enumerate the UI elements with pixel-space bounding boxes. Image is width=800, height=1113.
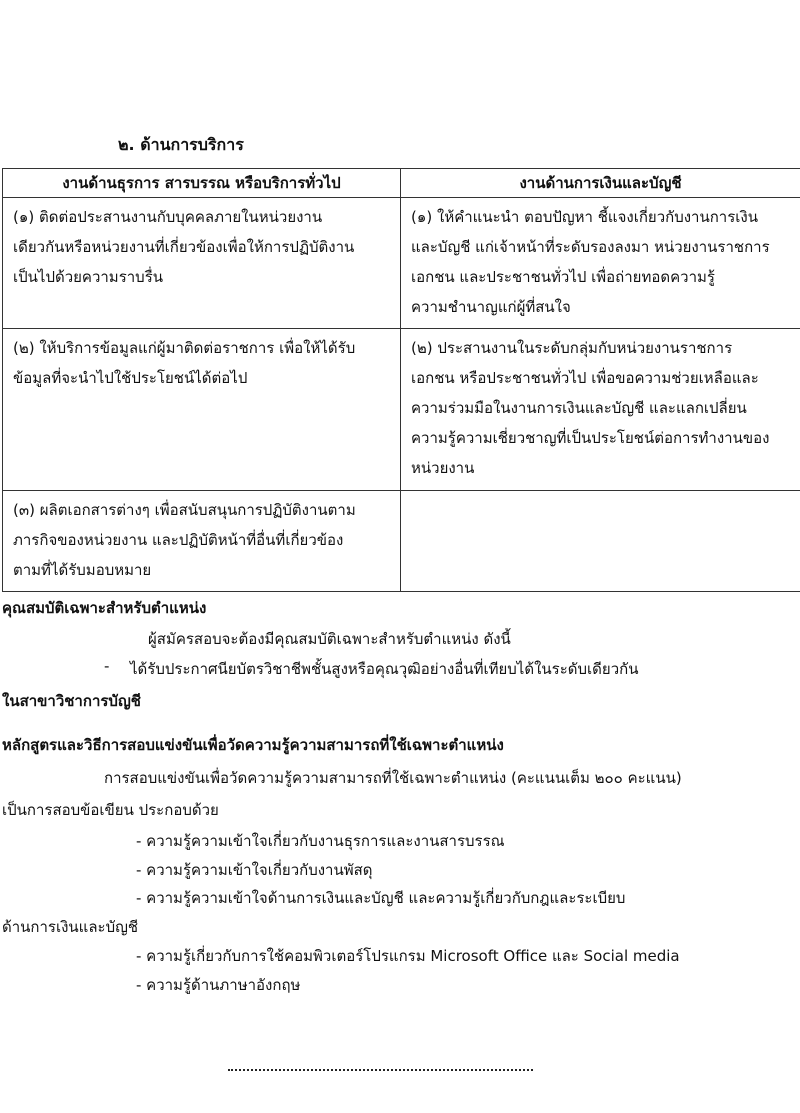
exam-item: - ความรู้ความเข้าใจเกี่ยวกับงานธุรการและงานสารบรรณ bbox=[136, 832, 505, 850]
table-header-row bbox=[3, 169, 800, 198]
cell-line: เอกชน และประชาชนทั่วไป เพื่อถ่ายทอดความรู้ bbox=[411, 268, 715, 286]
cell-line: เอกชน หรือประชาชนทั่วไป เพื่อขอความช่วยเหลือและ bbox=[411, 369, 759, 387]
exam-item-continuation: ด้านการเงินและบัญชี bbox=[2, 918, 139, 936]
cell-line: (๓) ผลิตเอกสารต่างๆ เพื่อสนับสนุนการปฏิบัติงานตาม bbox=[13, 501, 356, 519]
cell-line: (๑) ให้คำแนะนำ ตอบปัญหา ชี้แจงเกี่ยวกับงานการเงิน bbox=[411, 208, 758, 226]
cell-line: ความรู้ความเชี่ยวชาญที่เป็นประโยชน์ต่อการทำงานของ bbox=[411, 429, 770, 447]
cell-line: ตามที่ได้รับมอบหมาย bbox=[13, 561, 152, 579]
cell-line: ข้อมูลที่จะนำไปใช้ประโยชน์ได้ต่อไป bbox=[13, 369, 248, 387]
qualifications-intro: ผู้สมัครสอบจะต้องมีคุณสมบัติเฉพาะสำหรับตำแหน่ง ดังนี้ bbox=[148, 630, 511, 648]
cell-line: (๒) ให้บริการข้อมูลแก่ผู้มาติดต่อราชการ เพื่อให้ได้รับ bbox=[13, 339, 356, 357]
exam-item: - ความรู้เกี่ยวกับการใช้คอมพิวเตอร์โปรแกรม Microsoft Office และ Social media bbox=[136, 947, 680, 965]
qualifications-heading: คุณสมบัติเฉพาะสำหรับตำแหน่ง bbox=[2, 599, 207, 617]
cell-finance-1 bbox=[401, 198, 800, 329]
cell-admin-1 bbox=[3, 198, 401, 329]
cell-line: เดียวกันหรือหน่วยงานที่เกี่ยวข้องเพื่อให้การปฏิบัติงาน bbox=[13, 238, 355, 256]
cell-admin-3 bbox=[3, 491, 401, 592]
exam-line2: เป็นการสอบข้อเขียน ประกอบด้วย bbox=[2, 801, 219, 819]
header-admin: งานด้านธุรการ สารบรรณ หรือบริการทั่วไป bbox=[3, 169, 401, 198]
exam-line1: การสอบแข่งขันเพื่อวัดความรู้ความสามารถที่ใช้เฉพาะตำแหน่ง (คะแนนเต็ม ๒๐๐ คะแนน) bbox=[104, 769, 682, 787]
cell-finance-3-empty bbox=[401, 491, 800, 592]
exam-heading: หลักสูตรและวิธีการสอบแข่งขันเพื่อวัดความรู้ความสามารถที่ใช้เฉพาะตำแหน่ง bbox=[2, 736, 504, 754]
cell-admin-2 bbox=[3, 329, 401, 491]
dotted-divider bbox=[228, 1063, 533, 1071]
exam-item: - ความรู้ความเข้าใจด้านการเงินและบัญชี และความรู้เกี่ยวกับกฎและระเบียบ bbox=[136, 889, 626, 907]
cell-finance-2 bbox=[401, 329, 800, 491]
exam-item: - ความรู้ความเข้าใจเกี่ยวกับงานพัสดุ bbox=[136, 861, 373, 879]
service-table bbox=[2, 168, 800, 592]
table-row bbox=[3, 329, 800, 491]
cell-line: หน่วยงาน bbox=[411, 459, 475, 477]
cell-line: (๒) ประสานงานในระดับกลุ่มกับหน่วยงานราชการ bbox=[411, 339, 733, 357]
qualifications-field: ในสาขาวิชาการบัญชี bbox=[2, 692, 141, 710]
header-finance: งานด้านการเงินและบัญชี bbox=[401, 169, 800, 198]
cell-line: ความชำนาญแก่ผู้ที่สนใจ bbox=[411, 298, 571, 316]
section-title: ๒. ด้านการบริการ bbox=[118, 135, 244, 154]
qualifications-bullet: ได้รับประกาศนียบัตรวิชาชีพชั้นสูงหรือคุณวุฒิอย่างอื่นที่เทียบได้ในระดับเดียวกัน bbox=[130, 660, 639, 678]
cell-line: ความร่วมมือในงานการเงินและบัญชี และแลกเปลี่ยน bbox=[411, 399, 747, 417]
exam-item: - ความรู้ด้านภาษาอังกฤษ bbox=[136, 976, 301, 994]
cell-line: (๑) ติดต่อประสานงานกับบุคคลภายในหน่วยงาน bbox=[13, 208, 323, 226]
cell-line: ภารกิจของหน่วยงาน และปฏิบัติหน้าที่อื่นที่เกี่ยวข้อง bbox=[13, 531, 344, 549]
cell-line: เป็นไปด้วยความราบรื่น bbox=[13, 268, 163, 286]
bullet-dash: - bbox=[104, 657, 110, 675]
table-row bbox=[3, 491, 800, 592]
table-row bbox=[3, 198, 800, 329]
cell-line: และบัญชี แก่เจ้าหน้าที่ระดับรองลงมา หน่วยงานราชการ bbox=[411, 238, 770, 256]
